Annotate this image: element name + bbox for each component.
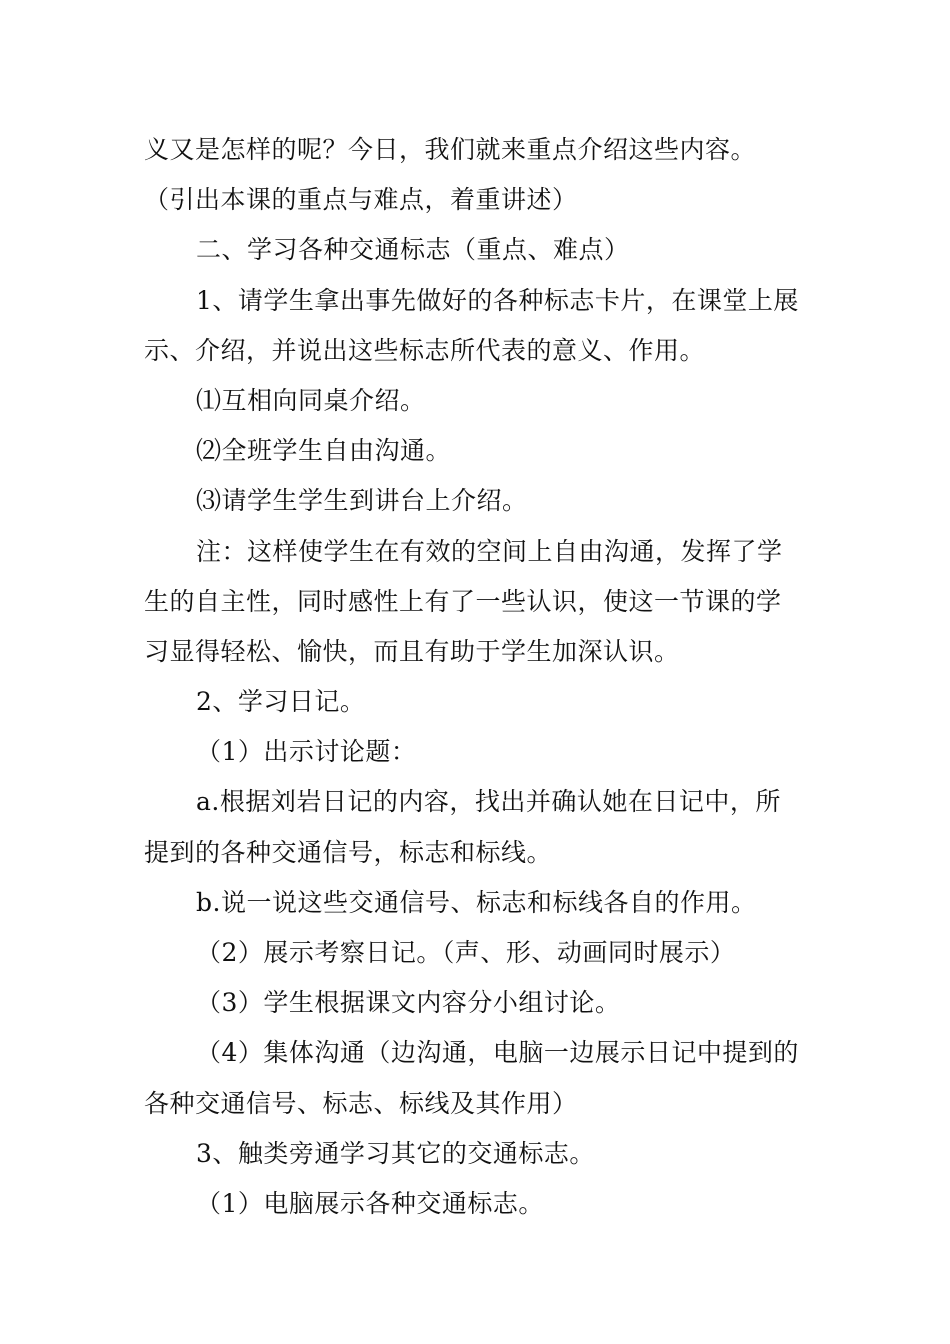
list-item: （4）集体沟通（边沟通，电脑一边展示日记中提到的 — [196, 1038, 799, 1067]
text-line: a.根据刘岩日记的内容，找出并确认她在日记中，所 — [196, 787, 781, 816]
section-heading: 二、学习各种交通标志（重点、难点） — [196, 235, 630, 264]
text-line: 3、触类旁通学习其它的交通标志。 — [196, 1139, 595, 1168]
list-item: （1）出示讨论题： — [196, 737, 417, 766]
list-item: ⑶请学生学生到讲台上介绍。 — [196, 486, 528, 515]
text-line: 习显得轻松、愉快，而且有助于学生加深认识。 — [144, 637, 680, 666]
text-line: 示、介绍，并说出这些标志所代表的意义、作用。 — [144, 336, 706, 365]
text-line: 生的自主性，同时感性上有了一些认识，使这一节课的学 — [144, 587, 782, 616]
text-line: 提到的各种交通信号，标志和标线。 — [144, 838, 553, 867]
list-item: （3）学生根据课文内容分小组讨论。 — [196, 988, 621, 1017]
text-line: 各种交通信号、标志、标线及其作用） — [144, 1089, 578, 1118]
text-line: b.说一说这些交通信号、标志和标线各自的作用。 — [196, 888, 757, 917]
list-item: （1）电脑展示各种交通标志。 — [196, 1189, 544, 1218]
list-item: ⑵全班学生自由沟通。 — [196, 436, 452, 465]
text-line: 2、学习日记。 — [196, 687, 366, 716]
text-line: 注：这样使学生在有效的空间上自由沟通，发挥了学 — [196, 537, 783, 566]
text-line: 义又是怎样的呢？今日，我们就来重点介绍这些内容。 — [144, 135, 757, 164]
text-line: 1、请学生拿出事先做好的各种标志卡片，在课堂上展 — [196, 286, 799, 315]
list-item: ⑴互相向同桌介绍。 — [196, 386, 426, 415]
list-item: （2）展示考察日记。（声、形、动画同时展示） — [196, 938, 736, 967]
text-line: （引出本课的重点与难点，着重讲述） — [144, 185, 578, 214]
